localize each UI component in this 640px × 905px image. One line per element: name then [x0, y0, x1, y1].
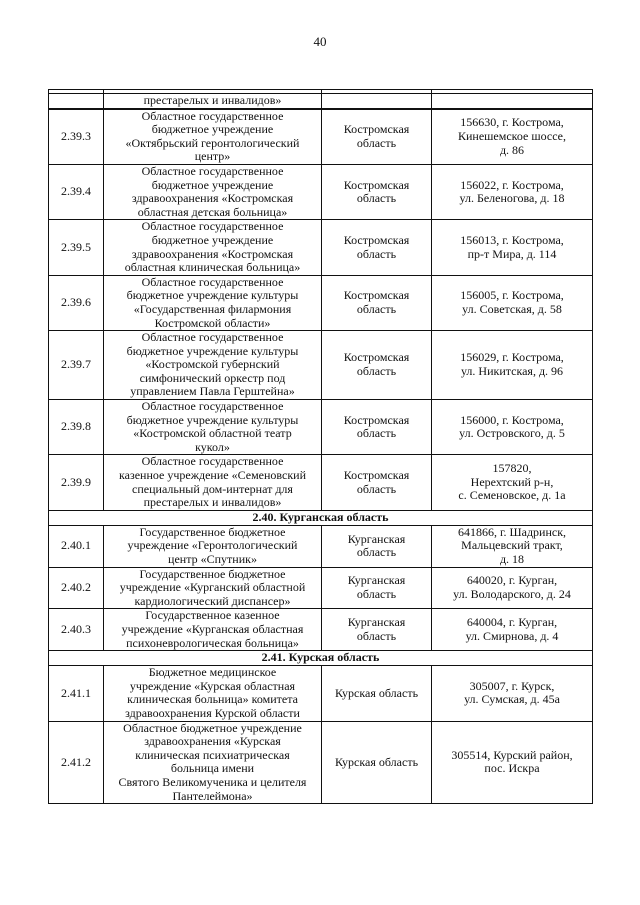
cell-name: Областное государственное бюджетное учреждение культуры «Государственная филармония Костромской области»	[104, 275, 322, 330]
cell-region: Костромская область	[322, 109, 432, 165]
cell-name: Государственное бюджетное учреждение «Курганский областной кардиологический диспансер»	[104, 567, 322, 609]
continuation-row	[49, 94, 593, 109]
cell-num: 2.39.4	[49, 164, 104, 219]
table-row	[49, 609, 593, 651]
section-header-row	[49, 510, 593, 525]
cell-region: Костромская область	[322, 220, 432, 275]
cell-name: Государственное казенное учреждение «Курганская областная психоневрологическая больница»	[104, 609, 322, 651]
cell-name: Областное государственное бюджетное учреждение культуры «Костромской областной театр кукол»	[104, 400, 322, 455]
cell-region: Курганская область	[322, 567, 432, 609]
section-title: 2.40. Курганская область	[49, 510, 593, 525]
cell-name: Областное государственное бюджетное учреждение здравоохранения «Костромская областная клиническая больница»	[104, 220, 322, 275]
cell-address: 157820, Нерехтский р-н, с. Семеновское, д. 1а	[432, 455, 593, 510]
section-title: 2.41. Курская область	[49, 651, 593, 666]
section-header-row	[49, 651, 593, 666]
cell-name: Областное государственное бюджетное учреждение культуры «Костромской губернский симфонический оркестр под управлением Павла Герштейна»	[104, 331, 322, 400]
cell-address	[432, 94, 593, 109]
cell-region: Костромская область	[322, 400, 432, 455]
table-row	[49, 109, 593, 165]
table-row	[49, 666, 593, 721]
cell-num: 2.39.7	[49, 331, 104, 400]
cell-num: 2.39.9	[49, 455, 104, 510]
cell-num: 2.39.6	[49, 275, 104, 330]
cell-name: Государственное бюджетное учреждение «Геронтологический центр «Спутник»	[104, 525, 322, 567]
cell-region: Костромская область	[322, 275, 432, 330]
cell-address: 156005, г. Кострома, ул. Советская, д. 58	[432, 275, 593, 330]
cell-name: Областное государственное бюджетное учреждение здравоохранения «Костромская областная детская больница»	[104, 164, 322, 219]
cell-num: 2.40.2	[49, 567, 104, 609]
cell-address: 640020, г. Курган, ул. Володарского, д. 24	[432, 567, 593, 609]
cell-region: Костромская область	[322, 164, 432, 219]
table-row	[49, 331, 593, 400]
cell-address: 640004, г. Курган, ул. Смирнова, д. 4	[432, 609, 593, 651]
cell-name: Областное государственное казенное учреждение «Семеновский специальный дом-интернат для престарелых и инвалидов»	[104, 455, 322, 510]
cell-name: Бюджетное медицинское учреждение «Курская областная клиническая больница» комитета здравоохранения Курской области	[104, 666, 322, 721]
cell-address: 305514, Курский район, пос. Искра	[432, 721, 593, 804]
cell-num	[49, 94, 104, 109]
cell-region: Курганская область	[322, 525, 432, 567]
cell-address: 156000, г. Кострома, ул. Островского, д. 5	[432, 400, 593, 455]
cell-num: 2.39.5	[49, 220, 104, 275]
page-number: 40	[313, 34, 327, 49]
cell-num: 2.41.2	[49, 721, 104, 804]
cell-region: Курская область	[322, 721, 432, 804]
table-row	[49, 164, 593, 219]
cell-address: 156022, г. Кострома, ул. Беленогова, д. 18	[432, 164, 593, 219]
table-row	[49, 400, 593, 455]
cell-name: Областное бюджетное учреждение здравоохранения «Курская клиническая психиатрическая больница имени Святого Великомученика и целителя Пантелеймона»	[104, 721, 322, 804]
table-row	[49, 455, 593, 510]
cell-address: 156029, г. Кострома, ул. Никитская, д. 96	[432, 331, 593, 400]
cell-num: 2.39.8	[49, 400, 104, 455]
cell-name: Областное государственное бюджетное учреждение «Октябрьский геронтологический центр»	[104, 109, 322, 165]
cell-region: Костромская область	[322, 455, 432, 510]
cell-region: Курганская область	[322, 609, 432, 651]
cell-address: 641866, г. Шадринск, Мальцевский тракт, д. 18	[432, 525, 593, 567]
cell-region: Костромская область	[322, 331, 432, 400]
cell-num: 2.40.3	[49, 609, 104, 651]
cell-region	[322, 94, 432, 109]
table-row	[49, 567, 593, 609]
table-row	[49, 525, 593, 567]
table-row	[49, 275, 593, 330]
cell-num: 2.41.1	[49, 666, 104, 721]
cell-num: 2.40.1	[49, 525, 104, 567]
table-row	[49, 721, 593, 804]
cell-num: 2.39.3	[49, 109, 104, 165]
cell-name: престарелых и инвалидов»	[104, 94, 322, 109]
cell-address: 305007, г. Курск, ул. Сумская, д. 45а	[432, 666, 593, 721]
cell-address: 156630, г. Кострома, Кинешемское шоссе, д. 86	[432, 109, 593, 165]
institutions-table	[48, 89, 593, 804]
cell-address: 156013, г. Кострома, пр-т Мира, д. 114	[432, 220, 593, 275]
cell-region: Курская область	[322, 666, 432, 721]
table-row	[49, 220, 593, 275]
